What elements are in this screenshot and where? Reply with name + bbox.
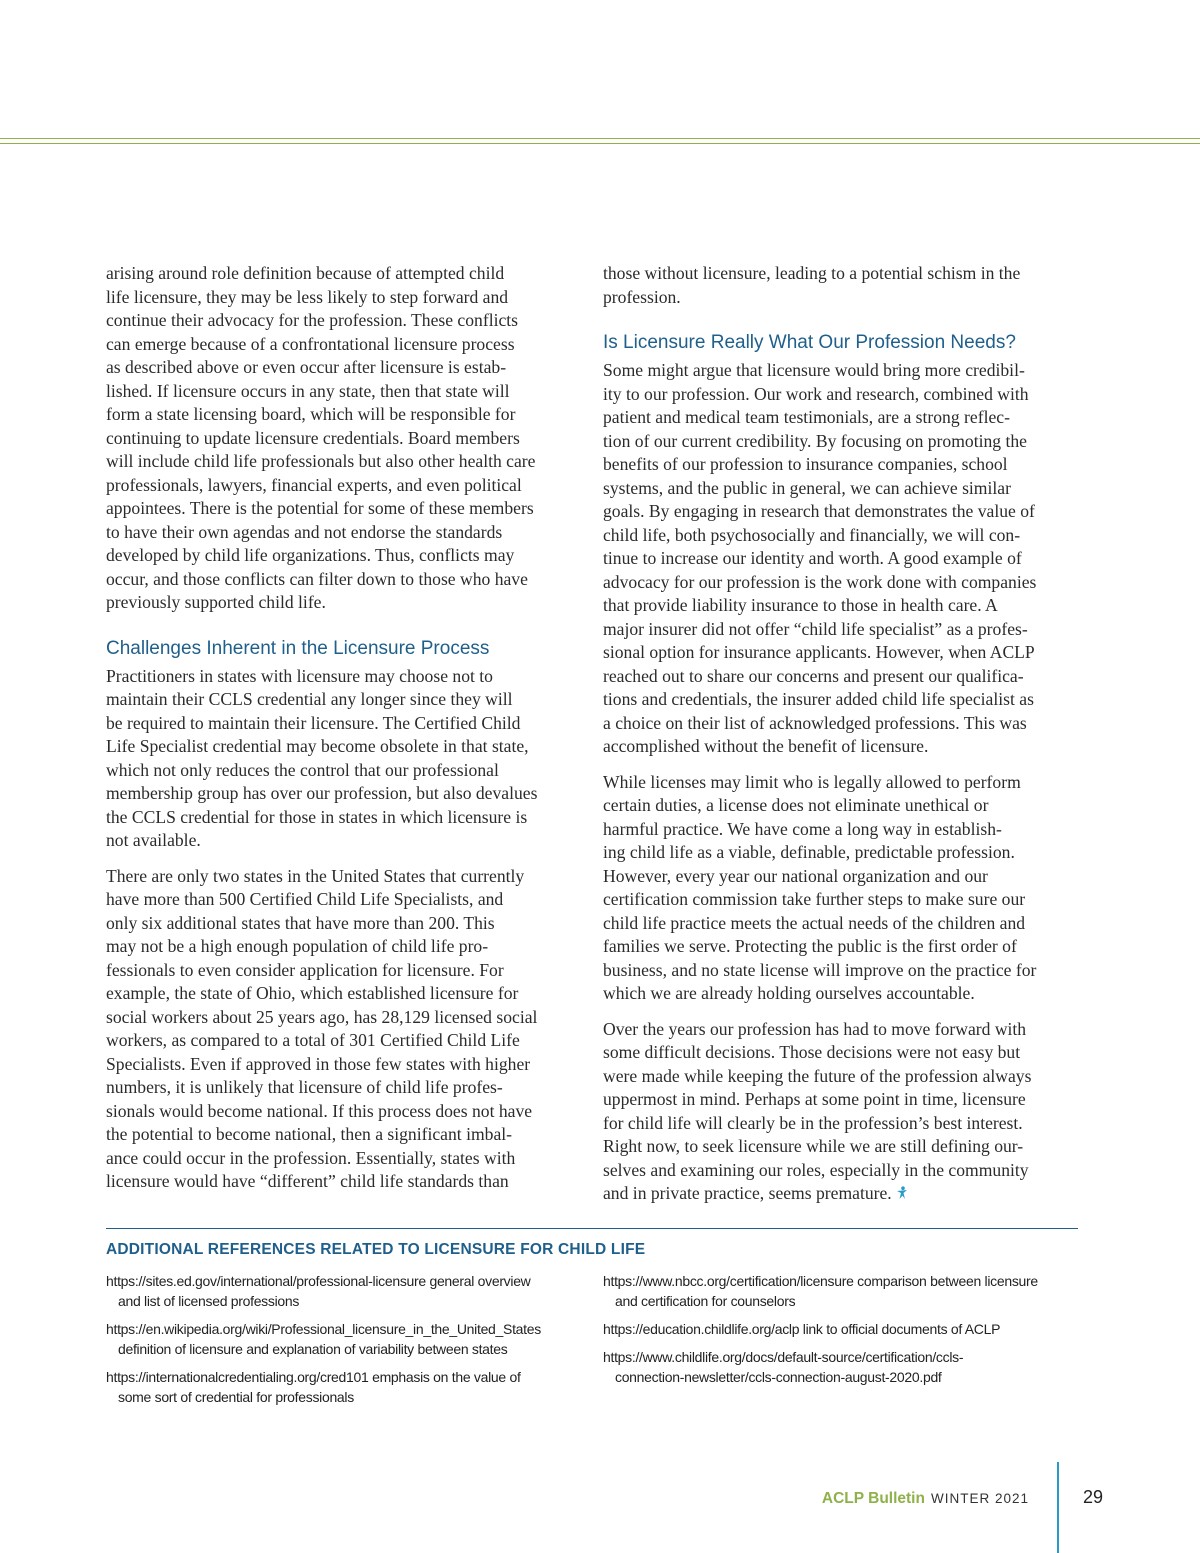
- text-line: tions and credentials, the insurer added child life specialist as: [603, 689, 1034, 709]
- text-line: harmful practice. We have come a long way in establish-: [603, 818, 1002, 839]
- text-line: professionals, lawyers, financial experts, and even political: [106, 474, 522, 495]
- text-line: not available.: [106, 830, 201, 850]
- text-line: patient and medical team testimonials, are a strong reflec-: [603, 407, 1010, 427]
- text-line: ance could occur in the profession. Essentially, states with: [106, 1147, 516, 1168]
- footer-divider: [1057, 1462, 1059, 1553]
- text-line: sional option for insurance applicants. However, when ACLP: [603, 642, 1035, 662]
- text-line: Some might argue that licensure would bring more credibil-: [603, 360, 1025, 380]
- text-line: can emerge because of a confrontational licensure process: [106, 333, 515, 354]
- text-line: However, every year our national organization and our: [603, 865, 988, 886]
- text-line: developed by child life organizations. Thus, conflicts may: [106, 545, 515, 565]
- right-para-4: [603, 1018, 1079, 1206]
- text-line: Right now, to seek licensure while we are still defining our-: [603, 1136, 1024, 1156]
- reference-url[interactable]: https://en.wikipedia.org/wiki/Professional_licensure_in_the_United_States: [106, 1321, 541, 1337]
- references-left: [106, 1271, 586, 1415]
- text-line: benefits of our profession to insurance companies, school: [603, 454, 1008, 474]
- left-para-1: [106, 262, 578, 615]
- text-line: were made while keeping the future of the profession always: [603, 1065, 1032, 1086]
- text-line: lished. If licensure occurs in any state, then that state will: [106, 380, 510, 401]
- footer-publication: [822, 1490, 1029, 1508]
- right-para-3: [603, 771, 1079, 1006]
- reference-item[interactable]: [603, 1319, 1083, 1339]
- text-line: selves and examining our roles, especially in the community: [603, 1159, 1029, 1180]
- text-line: social workers about 25 years ago, has 28,129 licensed social: [106, 1006, 538, 1027]
- left-para-2: [106, 665, 578, 853]
- issue-label: WINTER 2021: [930, 1491, 1029, 1506]
- text-line: the potential to become national, then a significant imbal-: [106, 1124, 512, 1144]
- text-line: While licenses may limit who is legally allowed to perform: [603, 771, 1021, 792]
- text-line: ing child life as a viable, definable, predictable profession.: [603, 842, 1015, 862]
- text-line: child life practice meets the actual needs of the children and: [603, 912, 1026, 933]
- text-line: families we serve. Protecting the public is the first order of: [603, 936, 1017, 956]
- text-line: to have their own agendas and not endorse the standards: [106, 521, 503, 542]
- text-line: uppermost in mind. Perhaps at some point in time, licensure: [603, 1089, 1026, 1109]
- text-line: fessionals to even consider application for licensure. For: [106, 959, 504, 980]
- text-line: sionals would become national. If this process does not have: [106, 1100, 533, 1121]
- reference-url[interactable]: https://education.childlife.org/aclp link to official documents of ACLP: [603, 1321, 1001, 1337]
- references-right: [603, 1271, 1083, 1395]
- heading-is-licensure-needed: Is Licensure Really What Our Profession Needs?: [603, 332, 1016, 353]
- references-title: ADDITIONAL REFERENCES RELATED TO LICENSURE FOR CHILD LIFE: [106, 1241, 646, 1258]
- reference-url[interactable]: https://www.nbcc.org/certification/licensure comparison between licensure: [603, 1273, 1038, 1289]
- text-line: workers, as compared to a total of 301 Certified Child Life: [106, 1030, 520, 1050]
- text-line: licensure would have “different” child life standards than: [106, 1171, 509, 1191]
- text-line: Over the years our profession has had to move forward with: [603, 1018, 1027, 1039]
- text-line: as described above or even occur after licensure is estab-: [106, 357, 507, 377]
- text-line: some difficult decisions. Those decisions were not easy but: [603, 1042, 1021, 1062]
- text-line: child life, both psychosocially and financially, we will con-: [603, 524, 1021, 545]
- text-line: ity to our profession. Our work and research, combined with: [603, 383, 1029, 404]
- text-line: for child life will clearly be in the profession’s best interest.: [603, 1112, 1023, 1133]
- text-line: that provide liability insurance to those in health care. A: [603, 595, 998, 615]
- left-column: [106, 262, 578, 1206]
- text-line: form a state licensing board, which will be responsible for: [106, 404, 516, 424]
- text-line: continuing to update licensure credentials. Board members: [106, 427, 520, 448]
- reference-item[interactable]: [603, 1347, 1083, 1387]
- text-line: business, and no state license will improve on the practice for: [603, 959, 1037, 980]
- text-line: tinue to increase our identity and worth. A good example of: [603, 548, 1022, 568]
- reference-item[interactable]: [106, 1319, 586, 1359]
- top-rule-lower: [0, 143, 1200, 144]
- text-line: numbers, it is unlikely that licensure of child life profes-: [106, 1077, 503, 1097]
- text-line: appointees. There is the potential for some of these members: [106, 498, 534, 518]
- text-line: arising around role definition because of attempted child: [106, 263, 505, 283]
- reference-desc: some sort of credential for professionals: [118, 1389, 354, 1405]
- right-column: [603, 262, 1079, 1218]
- text-line: reached out to share our concerns and present our qualifica-: [603, 665, 1024, 686]
- text-line: example, the state of Ohio, which established licensure for: [106, 983, 519, 1003]
- text-line: the CCLS credential for those in states in which licensure is: [106, 806, 528, 827]
- references-rule: [106, 1228, 1078, 1229]
- text-line: tion of our current credibility. By focusing on promoting the: [603, 430, 1027, 451]
- text-line: will include child life professionals but also other health care: [106, 451, 536, 471]
- top-rule-upper: [0, 138, 1200, 139]
- reference-desc: definition of licensure and explanation of variability between states: [118, 1341, 508, 1357]
- text-line: membership group has over our profession, but also devalues: [106, 783, 538, 803]
- reference-url[interactable]: https://www.childlife.org/docs/default-source/certification/ccls-: [603, 1349, 964, 1365]
- reference-desc: and list of licensed professions: [118, 1293, 300, 1309]
- text-line: life licensure, they may be less likely to step forward and: [106, 286, 509, 307]
- text-line: There are only two states in the United States that currently: [106, 865, 525, 886]
- text-line: may not be a high enough population of child life pro-: [106, 936, 489, 956]
- text-line: goals. By engaging in research that demonstrates the value of: [603, 501, 1035, 521]
- text-line: certification commission take further steps to make sure our: [603, 889, 1026, 909]
- reference-desc: and certification for counselors: [615, 1293, 796, 1309]
- text-line: certain duties, a license does not eliminate unethical or: [603, 795, 989, 815]
- text-line: those without licensure, leading to a potential schism in the: [603, 263, 1021, 283]
- text-line: be required to maintain their licensure. The Certified Child: [106, 712, 521, 733]
- text-line: maintain their CCLS credential any longer since they will: [106, 689, 513, 709]
- text-line: occur, and those conflicts can filter down to those who have: [106, 568, 528, 589]
- reference-url-continued[interactable]: connection-newsletter/ccls-connection-august-2020.pdf: [615, 1369, 942, 1385]
- right-para-2: [603, 359, 1079, 759]
- reference-url[interactable]: https://sites.ed.gov/international/professional-licensure general overview: [106, 1273, 531, 1289]
- text-line: have more than 500 Certified Child Life Specialists, and: [106, 889, 504, 909]
- reference-item[interactable]: [106, 1367, 586, 1407]
- reference-item[interactable]: [603, 1271, 1083, 1311]
- text-line: major insurer did not offer “child life specialist” as a profes-: [603, 618, 1028, 639]
- text-line: which we are already holding ourselves accountable.: [603, 983, 975, 1003]
- text-line: and in private practice, seems premature.: [603, 1182, 1079, 1206]
- text-line: only six additional states that have more than 200. This: [106, 912, 495, 933]
- text-line: systems, and the public in general, we can achieve similar: [603, 477, 1011, 498]
- reference-url[interactable]: https://internationalcredentialing.org/cred101 emphasis on the value of: [106, 1369, 521, 1385]
- text-line: accomplished without the benefit of licensure.: [603, 736, 929, 756]
- end-of-article-icon: [896, 1186, 908, 1200]
- text-line: advocacy for our profession is the work done with companies: [603, 571, 1037, 592]
- text-line: continue their advocacy for the profession. These conflicts: [106, 310, 519, 330]
- left-para-3: [106, 865, 578, 1194]
- page-number: 29: [1083, 1487, 1104, 1507]
- text-line: which not only reduces the control that our professional: [106, 759, 499, 780]
- text-line: previously supported child life.: [106, 592, 326, 612]
- text-line: profession.: [603, 286, 681, 307]
- text-line: Specialists. Even if approved in those few states with higher: [106, 1053, 531, 1074]
- right-para-1: [603, 262, 1079, 309]
- publication-name: ACLP Bulletin: [821, 1490, 925, 1507]
- text-line: a choice on their list of acknowledged professions. This was: [603, 712, 1027, 733]
- text-line: Practitioners in states with licensure may choose not to: [106, 665, 493, 686]
- reference-item[interactable]: [106, 1271, 586, 1311]
- text-line: Life Specialist credential may become obsolete in that state,: [106, 736, 529, 756]
- heading-challenges: Challenges Inherent in the Licensure Process: [106, 637, 490, 659]
